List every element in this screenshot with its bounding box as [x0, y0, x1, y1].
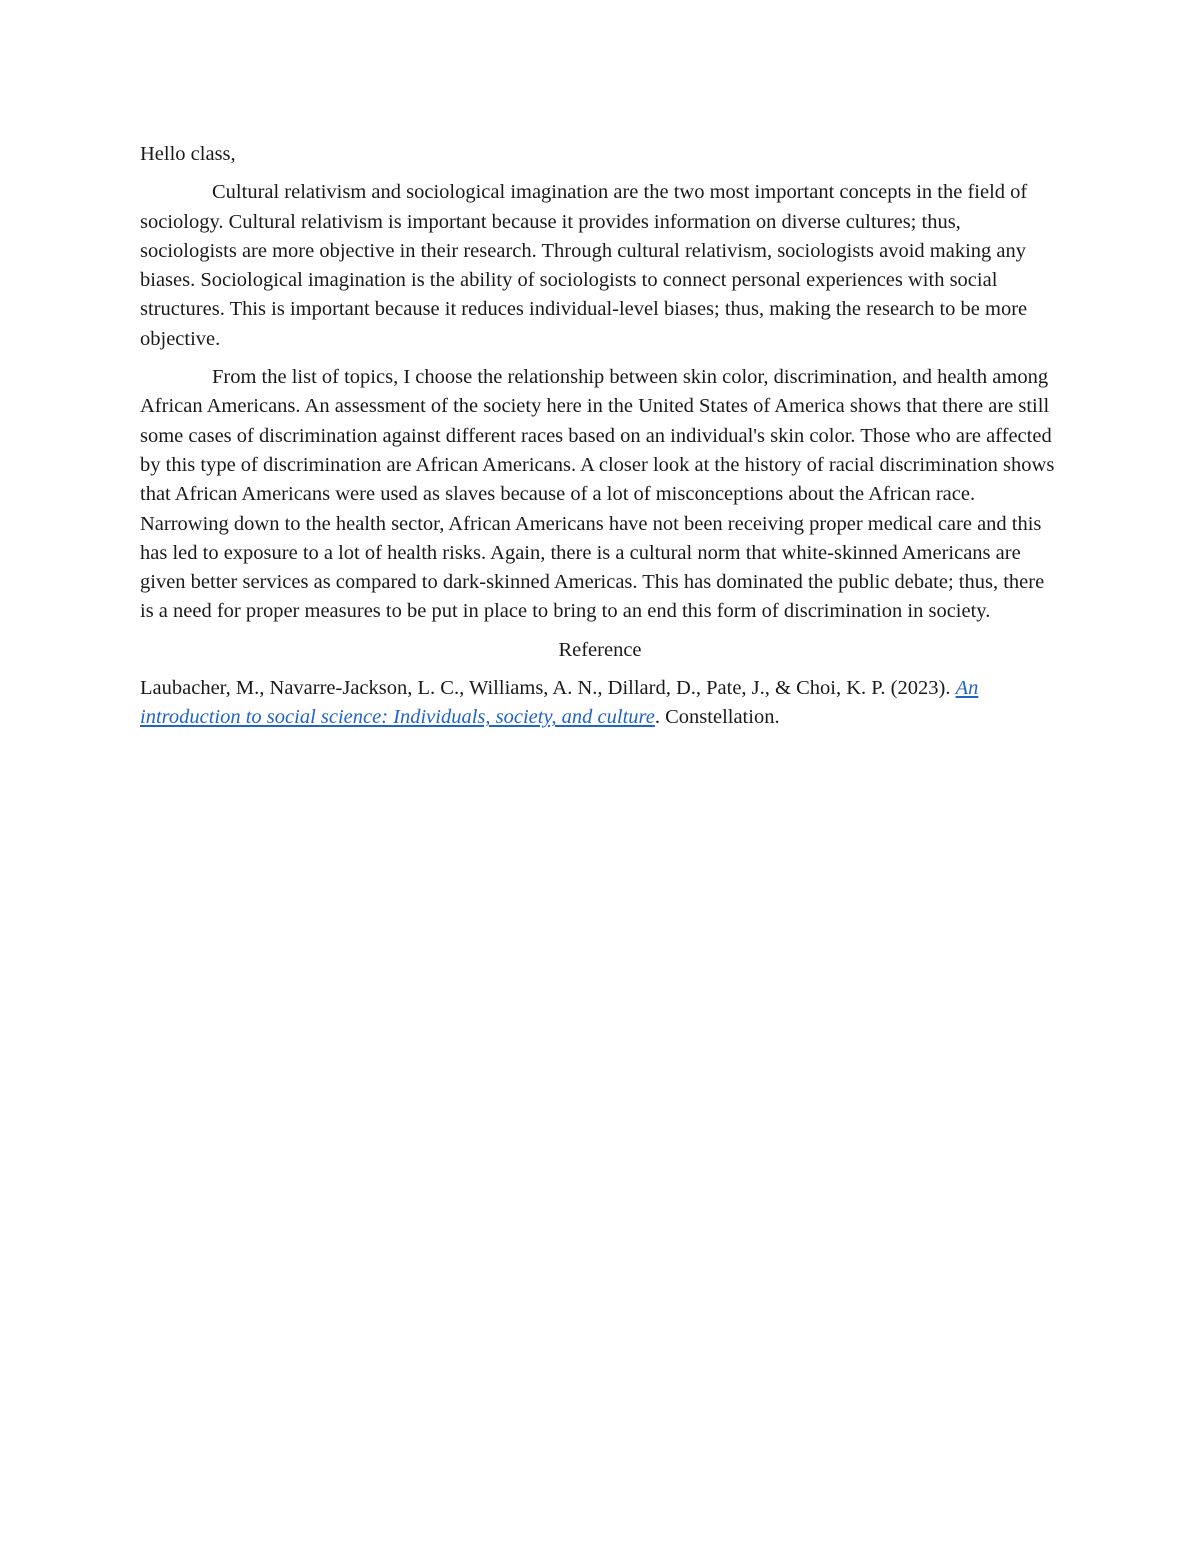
reference-entry [140, 674, 1060, 733]
reference-heading: Reference [558, 638, 642, 661]
greeting: Hello class, [140, 143, 236, 165]
body-paragraph-2: From the list of topics, I choose the relationship between skin color, discrimination, and health among African Americans. An assessment of the society here in the United States of America shows that there are still some cases of discrimination against different races based on an individual's skin color. Those who are affected by this type of discrimination are African Americans. A closer look at the history of racial discrimination shows that African Americans were used as slaves because of a lot of misconceptions about the African race. Narrowing down to the health sector, African Americans have not been receiving proper medical care and this has led to exposure to a lot of health risks. Again, there is a cultural norm that white-skinned Americans are given better services as compared to dark-skinned Americas. This has dominated the public debate; thus, there is a need for proper measures to be put in place to bring to an end this form of discrimination in society. [140, 366, 1055, 623]
reference-title-link[interactable]: An introduction to social science: Individuals, society, and culture [140, 677, 979, 729]
document-page [140, 140, 1060, 733]
reference-authors-year: Laubacher, M., Navarre-Jackson, L. C., Williams, A. N., Dillard, D., Pate, J., & Choi, K. P. (2023). [140, 677, 956, 700]
reference-publisher: . Constellation. [654, 706, 780, 729]
body-paragraph-1: Cultural relativism and sociological imagination are the two most important concepts in the field of sociology. Cultural relativism is important because it provides information on diverse cultures; thus, sociologists are more objective in their research. Through cultural relativism, sociologists avoid making any biases. Sociological imagination is the ability of sociologists to connect personal experiences with social structures. This is important because it reduces individual-level biases; thus, making the research to be more objective. [140, 181, 1028, 350]
